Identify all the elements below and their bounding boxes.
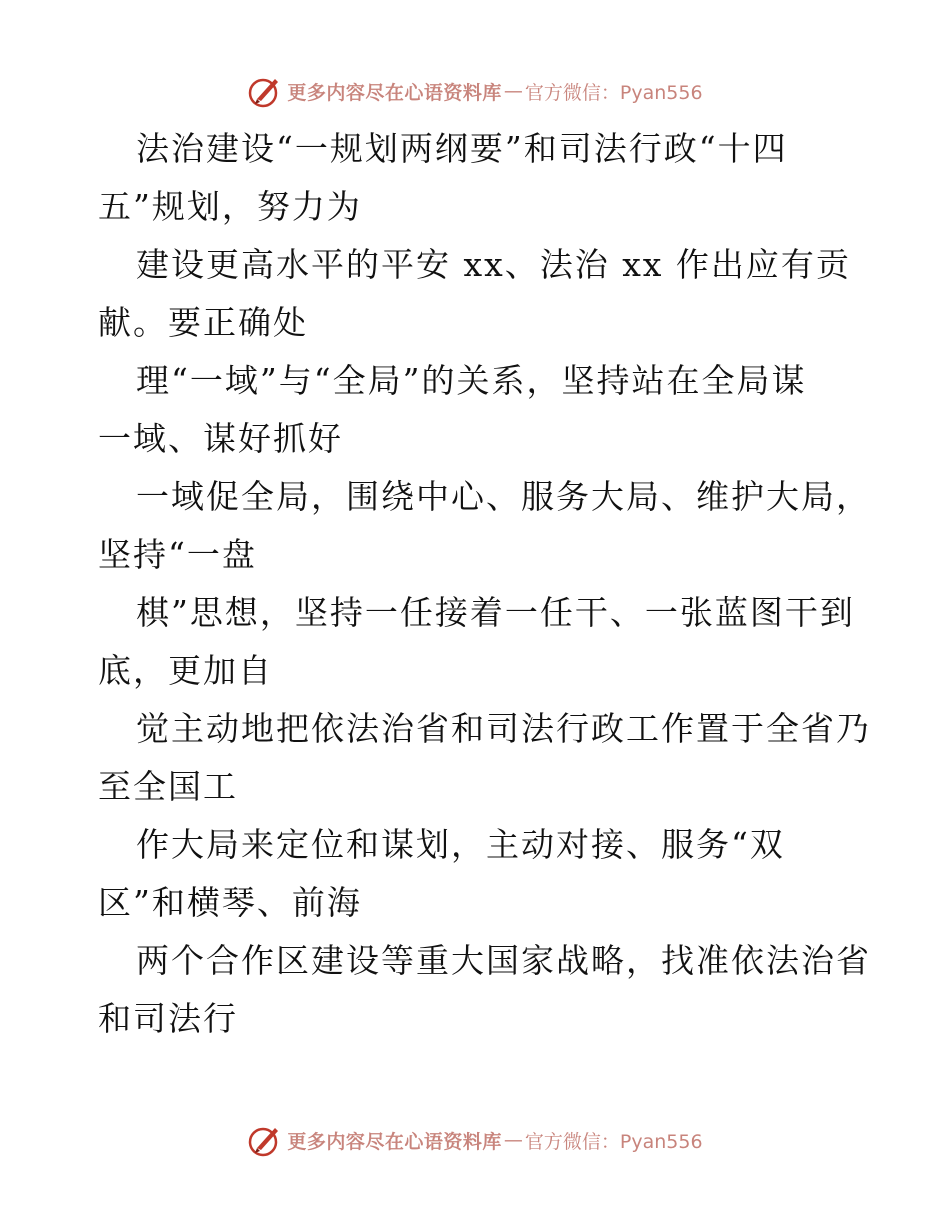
watermark-text: 更多内容尽在心语资料库 [287,1130,502,1153]
body-line: 作大局来定位和谋划，主动对接、服务“双 [136,825,785,864]
watermark-account: 官方微信：Pyan556 [524,1130,703,1153]
body-line: 底，更加自 [98,651,273,690]
body-line: 建设更高水平的平安 xx、法治 xx 作出应有贡 [136,245,851,284]
body-line: 和司法行 [98,999,238,1038]
body-line: 区”和横琴、前海 [98,883,362,922]
document-body [98,120,878,1048]
body-line: 至全国工 [98,767,238,806]
body-line: 觉主动地把依法治省和司法行政工作置于全省乃 [136,709,871,748]
body-line: 一域、谋好抓好 [98,419,343,458]
body-line: 理“一域”与“全局”的关系，坚持站在全局谋 [136,361,807,400]
body-line: 两个合作区建设等重大国家战略，找准依法治省 [136,941,871,980]
body-line: 坚持“一盘 [98,535,257,574]
quill-pen-logo-icon [247,73,283,109]
body-line: 棋”思想，坚持一任接着一任干、一张蓝图干到 [136,593,855,632]
header-watermark [0,71,950,111]
body-line: 五”规划，努力为 [98,187,362,226]
body-line: 一域促全局，围绕中心、服务大局、维护大局， [136,477,871,516]
body-line: 法治建设“一规划两纲要”和司法行政“十四 [136,129,788,168]
watermark-account: 官方微信：Pyan556 [524,81,703,104]
footer-watermark [0,1120,950,1160]
watermark-text: 更多内容尽在心语资料库 [287,81,502,104]
quill-pen-logo-icon [247,1122,283,1158]
body-line: 献。要正确处 [98,303,308,342]
watermark-dash: — [503,1129,523,1151]
watermark-dash: — [503,80,523,102]
